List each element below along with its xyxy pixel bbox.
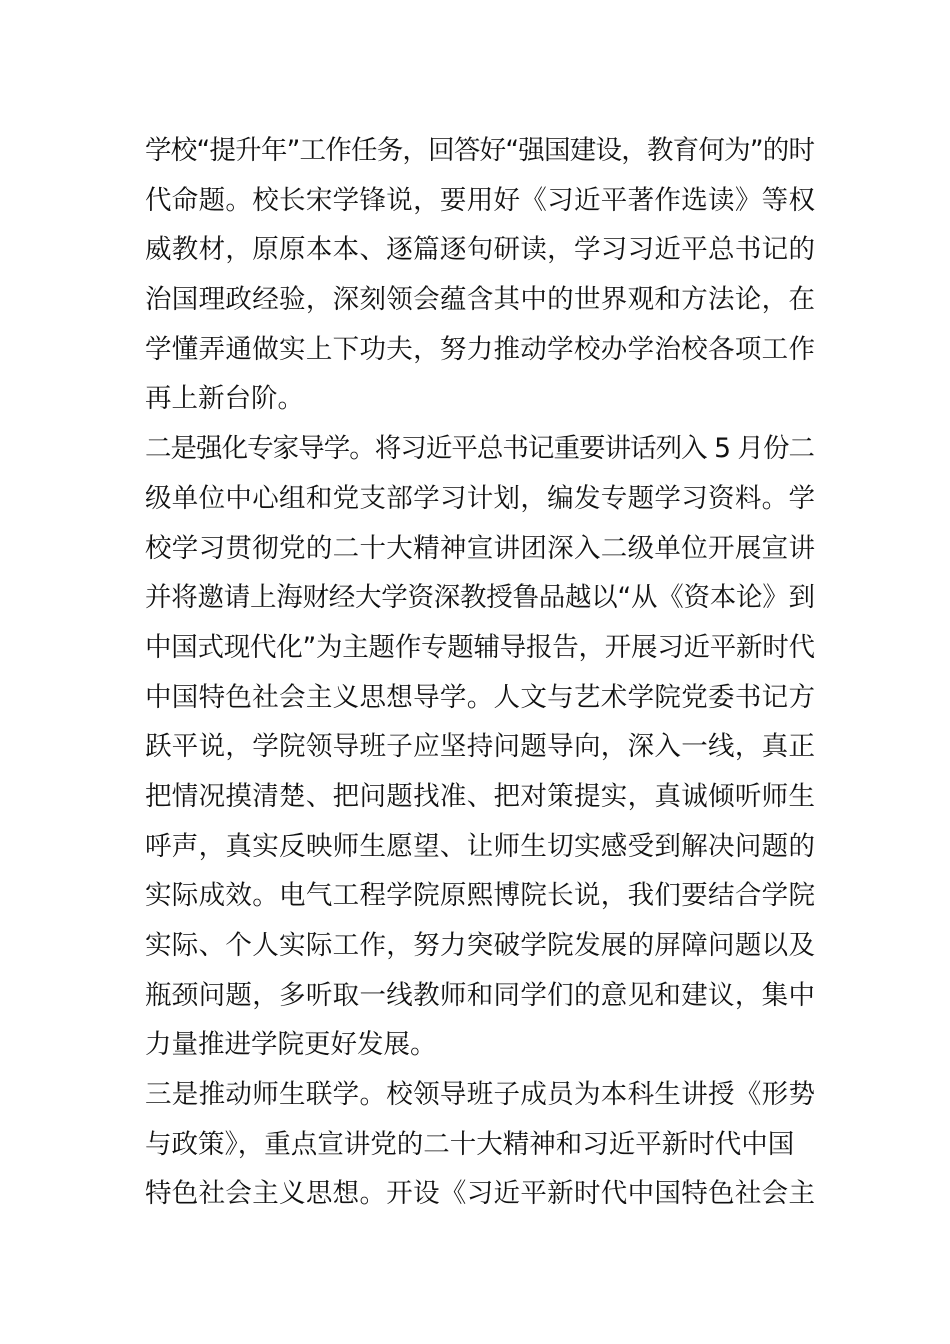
text-line-12: 中国特色社会主义思想导学。人文与艺术学院党委书记方 xyxy=(145,681,816,713)
text-line-4: 治国理政经验，深刻领会蕴含其中的世界观和方法论，在 xyxy=(145,284,816,316)
text-line-1: 学校“提升年”工作任务，回答好“强国建设，教育何为”的时 xyxy=(145,135,815,166)
text-line-15: 呼声，真实反映师生愿望、让师生切实感受到解决问题的 xyxy=(145,830,816,862)
text-line-3: 威教材，原原本本、逐篇逐句研读，学习习近平总书记的 xyxy=(145,234,816,266)
text-line-6: 再上新台阶。 xyxy=(145,383,304,415)
text-line-5: 学懂弄通做实上下功夫，努力推动学校办学治校各项工作 xyxy=(145,333,816,365)
text-line-21: 与政策》，重点宣讲党的二十大精神和习近平新时代中国 xyxy=(145,1128,795,1160)
text-line-7: 二是强化专家导学。将习近平总书记重要讲话列入 5 月份二 xyxy=(145,433,815,465)
text-line-8: 级单位中心组和党支部学习计划，编发专题学习资料。学 xyxy=(145,482,816,514)
text-line-9: 校学习贯彻党的二十大精神宣讲团深入二级单位开展宣讲 xyxy=(145,532,816,564)
body-text xyxy=(145,126,815,1219)
text-line-18: 瓶颈问题，多听取一线教师和同学们的意见和建议，集中 xyxy=(145,979,816,1011)
text-line-2: 代命题。校长宋学锋说，要用好《习近平著作选读》等权 xyxy=(145,184,816,216)
text-line-19: 力量推进学院更好发展。 xyxy=(145,1029,437,1061)
text-line-11: 中国式现代化”为主题作专题辅导报告，开展习近平新时代 xyxy=(145,631,815,663)
text-line-17: 实际、个人实际工作，努力突破学院发展的屏障问题以及 xyxy=(145,930,816,961)
text-line-20: 三是推动师生联学。校领导班子成员为本科生讲授《形势 xyxy=(145,1079,816,1111)
text-line-10: 并将邀请上海财经大学资深教授鲁品越以“从《资本论》到 xyxy=(145,582,815,614)
text-line-16: 实际成效。电气工程学院原熙博院长说，我们要结合学院 xyxy=(145,880,816,912)
text-line-14: 把情况摸清楚、把问题找准、把对策提实，真诚倾听师生 xyxy=(145,780,816,812)
text-line-22: 特色社会主义思想。开设《习近平新时代中国特色社会主 xyxy=(145,1178,816,1210)
text-line-13: 跃平说，学院领导班子应坚持问题导向，深入一线，真正 xyxy=(145,731,816,763)
